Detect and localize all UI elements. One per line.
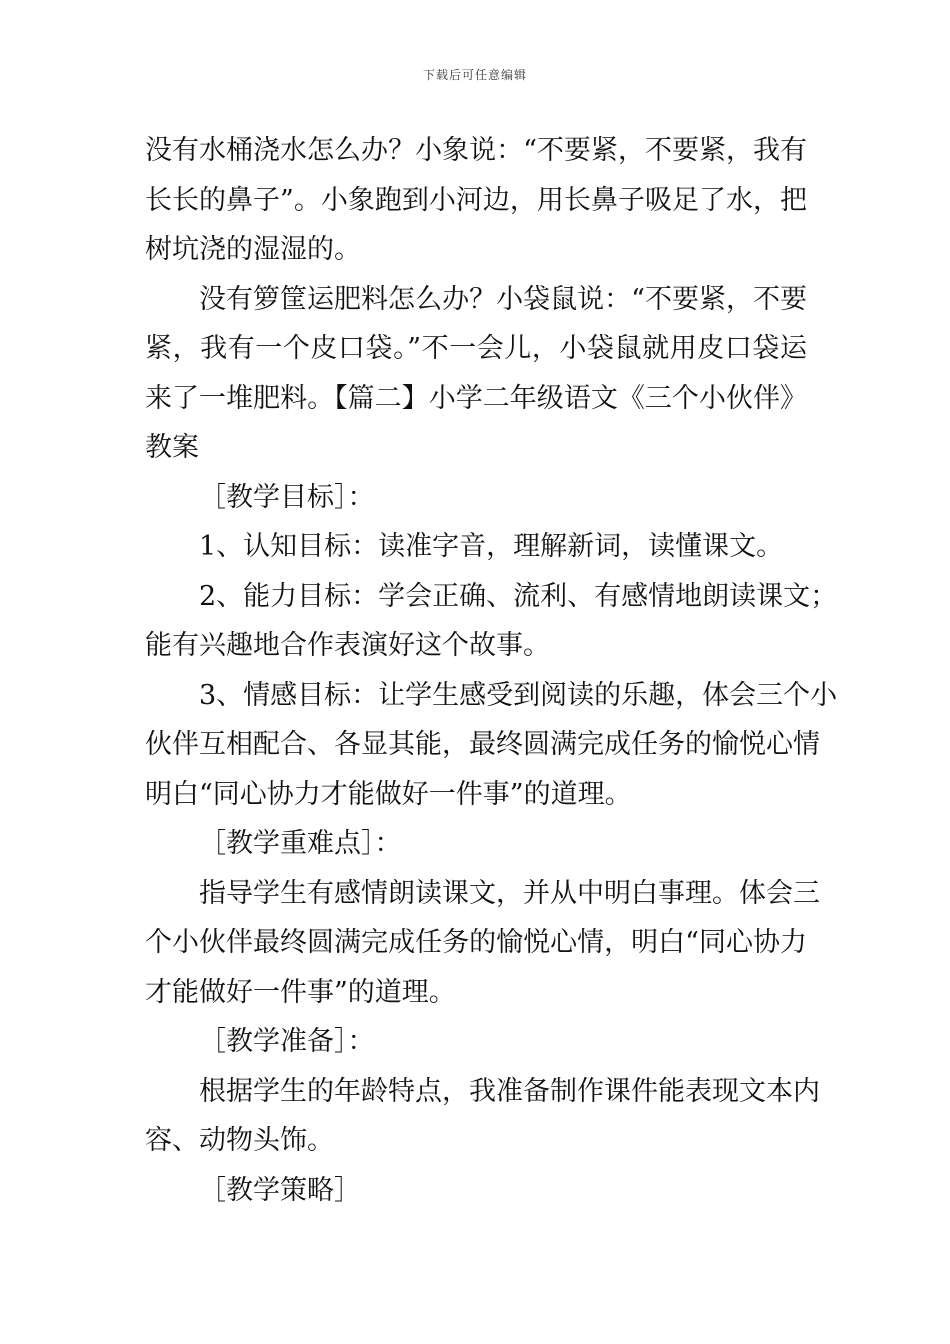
text-line: 容、动物头饰。 [145, 1125, 334, 1156]
text-line: 伙伴互相配合、各显其能，最终圆满完成任务的愉悦心情 [145, 729, 820, 760]
text-line: 紧，我有一个皮口袋。”不一会儿，小袋鼠就用皮口袋运 [145, 333, 807, 364]
text-line: 个小伙伴最终圆满完成任务的愉悦心情，明白“同心协力 [145, 927, 807, 958]
text-line: 2、能力目标：学会正确、流利、有感情地朗读课文； [199, 580, 838, 612]
text-line: 3、情感目标：让学生感受到阅读的乐趣，体会三个小 [199, 679, 838, 711]
text-line: ［教学重难点］： [199, 828, 402, 859]
text-line: 能有兴趣地合作表演好这个故事。 [145, 630, 550, 661]
text-line: 来了一堆肥料。【篇二】小学二年级语文《三个小伙伴》 [145, 382, 807, 414]
text-line: 树坑浇的湿湿的。 [145, 234, 361, 265]
text-line: 教案 [145, 432, 199, 463]
text-line: 没有水桶浇水怎么办？小象说：“不要紧，不要紧，我有 [145, 135, 807, 166]
text-line: 指导学生有感情朗读课文，并从中明白事理。体会三 [199, 877, 820, 909]
text-line: 1、认知目标：读准字音，理解新词，读懂课文。 [199, 531, 784, 562]
text-line: ［教学策略］ [199, 1174, 361, 1206]
text-line: 才能做好一件事”的道理。 [145, 976, 456, 1008]
text-line: 长长的鼻子”。小象跑到小河边，用长鼻子吸足了水，把 [145, 184, 807, 216]
text-line: ［教学目标］： [199, 481, 375, 513]
document-body [145, 126, 838, 1215]
text-line: 明白“同心协力才能做好一件事”的道理。 [145, 778, 632, 810]
text-line: 根据学生的年龄特点，我准备制作课件能表现文本内 [199, 1075, 820, 1107]
page-header: 下载后可任意编辑 [422, 68, 527, 82]
text-line: ［教学准备］： [199, 1026, 375, 1057]
text-line: 没有箩筐运肥料怎么办？小袋鼠说：“不要紧，不要 [199, 283, 807, 315]
